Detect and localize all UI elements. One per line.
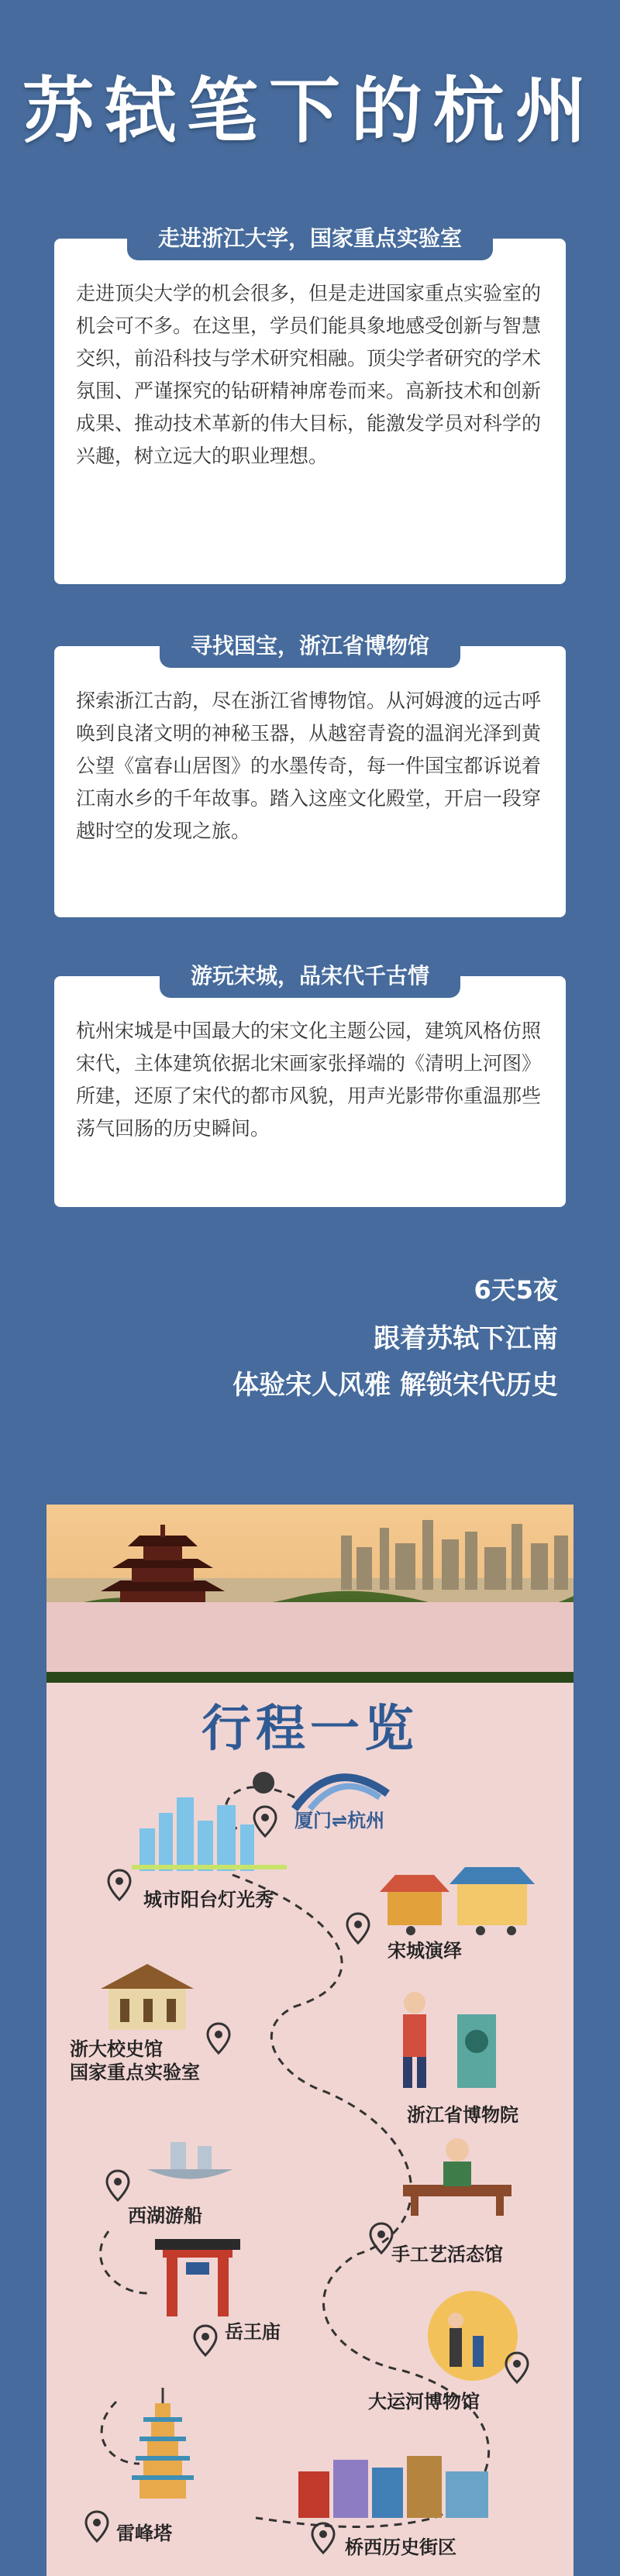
slogan-line: 体验宋人风雅 解锁宋代历史 [232,1370,558,1401]
stop-label: 浙江省博物院 [407,2104,518,2126]
stop-label: 厦门⇌杭州 [294,1810,385,1831]
university-building-icon [101,1956,194,2034]
section-card-songcheng [54,963,566,1207]
section-body: 探索浙江古韵，尽在浙江省博物馆。从河姆渡的远古呼唤到良渚文明的神秘玉器，从越窑青瓷的温润光泽到黄公望《富春山居图》的水墨传奇，每一件国宝都诉说着江南水乡的千年故事。踏入这座文化殿堂，开启一段穿越时空的发现之旅。 [76,690,542,842]
location-pin-icon [105,2169,131,2202]
location-pin-icon [252,1805,278,1838]
section-heading: 游玩宋城，品宋代千古情 [160,954,460,998]
songcheng-icon [380,1859,550,1937]
stop-label: 岳王庙 [225,2321,281,2343]
section-heading: 寻找国宝，浙江省博物馆 [160,624,460,668]
location-pin-icon [310,2522,336,2554]
section-card-museum [54,633,566,917]
slogan-duration: 6天5夜 [474,1275,558,1305]
section-card-zju [54,225,566,584]
location-pin-icon [84,2510,110,2543]
location-pin-icon [205,2022,232,2055]
handicraft-icon [395,2131,519,2216]
location-pin-icon [345,1912,371,1945]
museum-visitors-icon [384,1983,508,2092]
scroll-band [46,1602,574,1672]
section-body: 杭州宋城是中国最大的宋文化主题公园，建筑风格仿照宋代，主体建筑依据北宋画家张择端的《清明上河图》所建，还原了宋代的都市风貌，用声光影带你重温那些荡气回肠的历史瞬间。 [76,1020,542,1140]
stop-label: 雷峰塔 [116,2523,172,2544]
location-pin-icon [504,2351,530,2384]
stop-label: 西湖游船 [128,2205,202,2227]
stop-label: 桥西历史街区 [345,2536,456,2558]
section-body: 走进顶尖大学的机会很多，但是走进国家重点实验室的机会可不多。在这里，学员们能具象地感受创新与智慧交织，前沿科技与学术研究相融。顶尖学者研究的学术氛围、严谨探究的钻研精神席卷而来。高新技术和创新成果、推动技术革新的伟大目标，能激发学员对科学的兴趣，树立远大的职业理想。 [76,282,542,467]
location-pin-icon [192,2324,219,2357]
west-lake-boat-icon [140,2127,240,2189]
stop-label: 浙大校史馆 国家重点实验室 [70,2038,200,2083]
pagoda-icon [116,2386,209,2502]
location-pin-icon [368,2222,394,2254]
stop-label: 手工艺活态馆 [391,2244,503,2265]
stop-label: 城市阳台灯光秀 [143,1889,274,1911]
temple-gate-icon [155,2231,240,2316]
location-pin-icon [106,1869,133,1901]
section-heading: 走进浙江大学，国家重点实验室 [127,217,493,260]
slogan-line: 跟着苏轼下江南 [374,1323,558,1354]
page-title: 苏轼笔下的杭州 [22,69,598,153]
itinerary-heading: 行程一览 [202,1700,418,1758]
historic-street-icon [298,2440,492,2518]
stop-label: 宋城演绎 [388,1940,462,1962]
stop-label: 大运河博物馆 [368,2391,480,2413]
